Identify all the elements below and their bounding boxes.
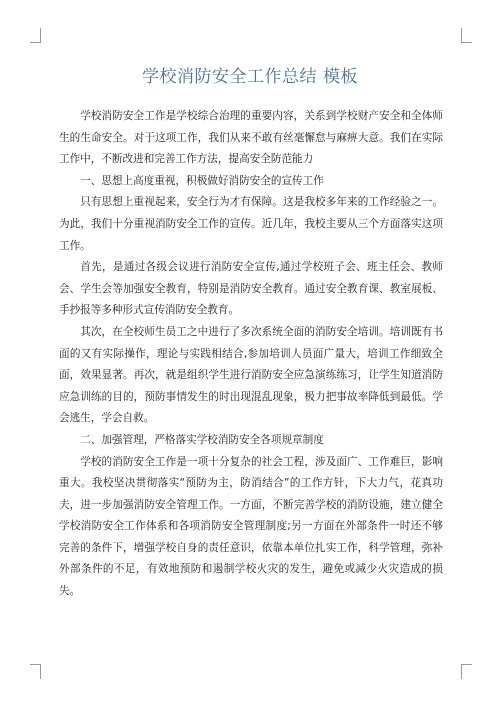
paragraph: 首先，是通过各级会议进行消防安全宣传,通过学校班子会、班主任会、教师会、学生会等加强安全教育，特别是消防安全教育。通过安全教育课、教室展板、手抄报等多种形式宣传消防安全教育。 (59, 261, 443, 317)
section-heading-1: 一、思想上高度重视，积极做好消防安全的宣传工作 (80, 174, 324, 187)
paragraph: 只有思想上重视起来，安全行为才有保障。这是我校多年来的工作经验之一。为此，我们十分重视消防安全工作的宣传。近几年，我校主要从三个方面落实这项工作。 (59, 196, 443, 252)
crop-mark-top-right (461, 28, 472, 43)
document-title: 学校消防安全工作总结 模板 (142, 67, 358, 87)
document-body (59, 106, 443, 603)
crop-mark-bottom-left (30, 664, 41, 679)
section-heading-2: 二、加强管理，严格落实学校消防安全各项规章制度 (80, 433, 324, 446)
paragraph: 学校的消防安全工作是一项十分复杂的社会工程，涉及面广、工作难巨，影响重大。我校坚决贯彻落实“预防为主，防消结合”的工作方针，下大力气，花真功夫，进一步加强消防安全管理工作。一方面，不断完善学校的消防设施，建立健全学校消防安全工作体系和各项消防安全管理制度;另一方面在外部条件一时还不够完善的条件下，增强学校自身的责任意识，依靠本单位扎实工作，科学管理，弥补外部条件的不足，有效地预防和遏制学校火灾的发生，避免或减少火灾造成的损失。 (59, 455, 443, 598)
paragraph-intro: 学校消防安全工作是学校综合治理的重要内容，关系到学校财产安全和全体师生的生命安全。对于这项工作，我们从来不敢有丝毫懈怠与麻痹大意。我们在实际工作中，不断改进和完善工作方法，提高安全防范能力 (59, 110, 443, 166)
crop-mark-bottom-right (461, 664, 472, 679)
crop-mark-top-left (30, 28, 41, 43)
paragraph: 其次，在全校师生员工之中进行了多次系统全面的消防安全培训。培训既有书面的又有实际操作，理论与实践相结合,参加培训人员面广量大，培训工作细致全面，效果显著。再次，就是组织学生进行消防安全应急演练练习，让学生知道消防应急训练的目的，预防事情发生的时出现混乱现象，极力把事故率降低到最低。学会逃生，学会自救。 (59, 325, 443, 425)
